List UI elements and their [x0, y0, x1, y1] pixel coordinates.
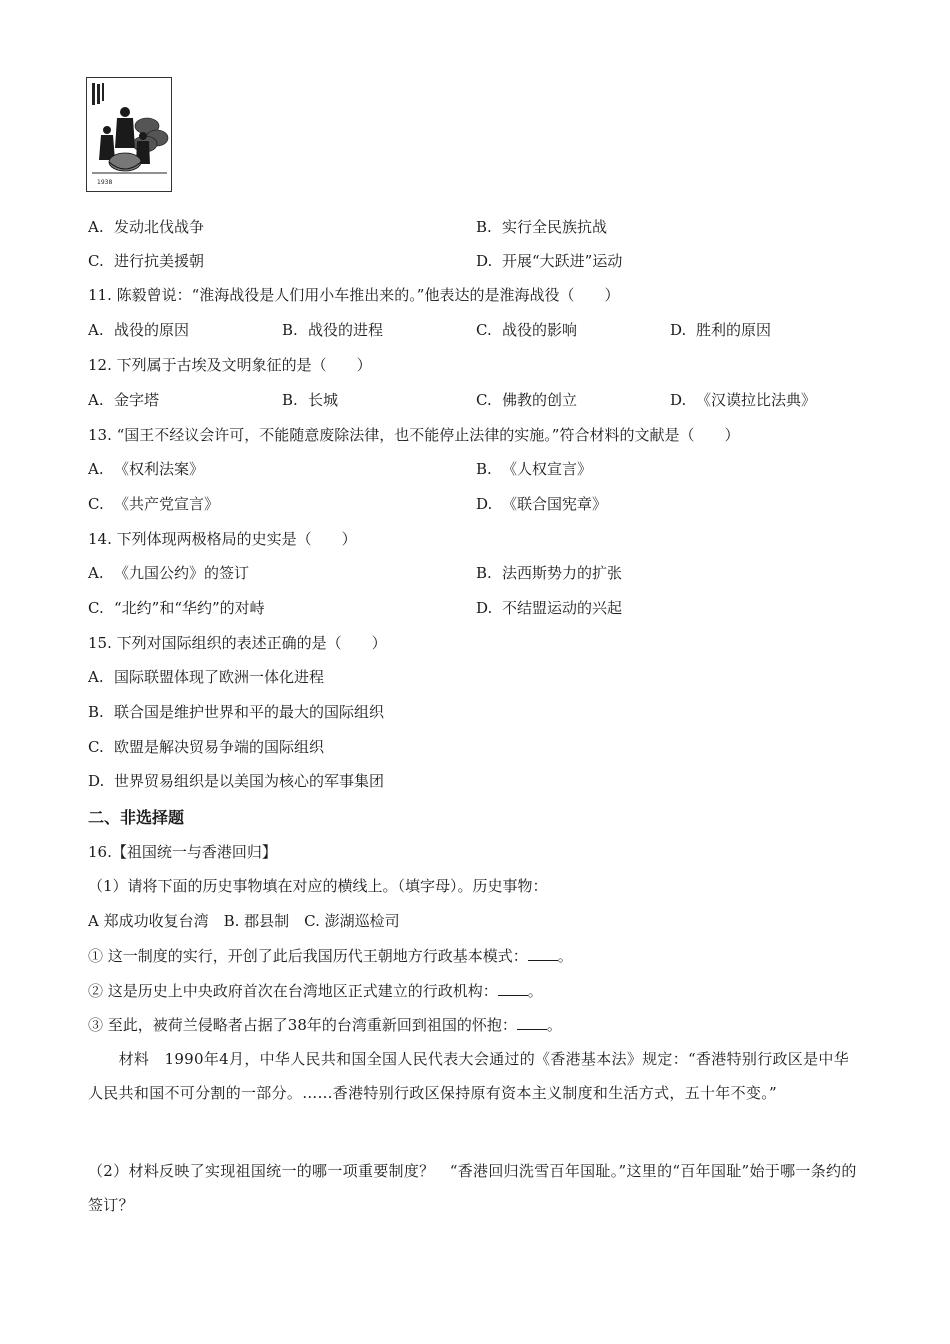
q15-option-b[interactable] [88, 702, 384, 722]
option-letter: B. [88, 703, 104, 721]
option-text: 战役的进程 [308, 321, 384, 339]
q10-option-c[interactable] [88, 251, 204, 271]
option-letter: D. [670, 391, 687, 409]
q15-stem: 15. 下列对国际组织的表述正确的是（ ） [88, 634, 387, 652]
option-text: 《九国公约》的签订 [114, 564, 250, 582]
option-letter: C. [88, 252, 104, 270]
option-text: 《汉谟拉比法典》 [696, 391, 817, 409]
option-letter: D. [476, 252, 493, 270]
end-mark: 。 [557, 947, 573, 965]
option-letter: D. [670, 321, 687, 339]
option-letter: B. [476, 564, 492, 582]
q12-option-b[interactable] [282, 390, 338, 410]
q12-option-d[interactable] [670, 390, 816, 410]
q14-option-b[interactable] [476, 563, 622, 583]
q10-option-b[interactable] [476, 217, 607, 237]
option-letter: B. [476, 218, 492, 236]
option-text: 不结盟运动的兴起 [502, 599, 623, 617]
q16-part2: （2）材料反映了实现祖国统一的哪一项重要制度？ “香港回归洗雪百年国耻。”这里的“百年国耻”始于哪一条约的签订？ [88, 1162, 857, 1214]
option-text: 联合国是维护世界和平的最大的国际组织 [114, 703, 385, 721]
q14-option-a[interactable] [88, 563, 249, 583]
option-letter: D. [88, 772, 105, 790]
section-heading: 二、非选择题 [88, 808, 185, 827]
end-mark: 。 [546, 1016, 562, 1034]
option-letter: C. [476, 321, 492, 339]
option-text: 《联合国宪章》 [502, 495, 608, 513]
answer-blank-2[interactable] [498, 981, 528, 996]
q11-option-b[interactable] [282, 320, 383, 340]
end-mark: 。 [527, 982, 543, 1000]
q16-blank3-row [88, 1015, 562, 1035]
q10-option-a[interactable] [88, 217, 204, 237]
option-letter: B. [282, 321, 298, 339]
option-text: 战役的影响 [502, 321, 578, 339]
option-text: 开展“大跃进”运动 [502, 252, 623, 270]
option-letter: A. [88, 218, 104, 236]
q16-part1-prompt: （1）请将下面的历史事物填在对应的横线上。（填字母）。历史事物： [88, 877, 548, 895]
q14-stem: 14. 下列体现两极格局的史实是（ ） [88, 530, 357, 548]
option-text: 《人权宣言》 [502, 460, 593, 478]
option-text: 实行全民族抗战 [502, 218, 608, 236]
q15-option-d[interactable] [88, 771, 384, 791]
q14-option-d[interactable] [476, 598, 622, 618]
woodcut-image-icon [87, 78, 171, 191]
q11-option-d[interactable] [670, 320, 771, 340]
figure-caption: 1938 [97, 179, 113, 186]
q16-items: A 郑成功收复台湾 B. 郡县制 C. 澎湖巡检司 [88, 912, 400, 930]
option-text: 金字塔 [114, 391, 160, 409]
q10-option-d[interactable] [476, 251, 622, 271]
q14-option-c[interactable] [88, 598, 265, 618]
q13-stem: 13. “国王不经议会许可，不能随意废除法律，也不能停止法律的实施。”符合材料的文献是（ ） [88, 426, 740, 444]
q16-blank3-text: ③ 至此，被荷兰侵略者占据了38年的台湾重新回到祖国的怀抱： [88, 1016, 517, 1034]
q11-stem: 11. 陈毅曾说：“淮海战役是人们用小车推出来的。”他表达的是淮海战役（ ） [88, 286, 620, 304]
option-letter: C. [88, 738, 104, 756]
option-letter: B. [282, 391, 298, 409]
option-text: 欧盟是解决贸易争端的国际组织 [114, 738, 325, 756]
q11-option-c[interactable] [476, 320, 577, 340]
q11-option-a[interactable] [88, 320, 189, 340]
option-text: 佛教的创立 [502, 391, 578, 409]
q12-option-c[interactable] [476, 390, 577, 410]
q15-option-c[interactable] [88, 737, 324, 757]
q16-blank2-text: ② 这是历史上中央政府首次在台湾地区正式建立的行政机构： [88, 982, 498, 1000]
option-text: 胜利的原因 [696, 321, 772, 339]
q13-option-c[interactable] [88, 494, 219, 514]
option-text: 国际联盟体现了欧洲一体化进程 [114, 668, 325, 686]
woodcut-image [86, 77, 172, 192]
q16-blank1-row [88, 946, 573, 966]
option-text: 发动北伐战争 [114, 218, 205, 236]
option-letter: D. [476, 599, 493, 617]
option-letter: C. [476, 391, 492, 409]
option-letter: C. [88, 495, 104, 513]
q13-option-d[interactable] [476, 494, 607, 514]
answer-blank-3[interactable] [517, 1015, 547, 1030]
option-letter: C. [88, 599, 104, 617]
q16-title: 16.【祖国统一与香港回归】 [88, 843, 277, 861]
option-text: 《权利法案》 [114, 460, 205, 478]
option-text: 战役的原因 [114, 321, 190, 339]
option-letter: A. [88, 321, 104, 339]
option-letter: A. [88, 460, 104, 478]
q13-option-b[interactable] [476, 459, 592, 479]
q15-option-a[interactable] [88, 667, 324, 687]
q16-blank1-text: ① 这一制度的实行，开创了此后我国历代王朝地方行政基本模式： [88, 947, 528, 965]
option-text: 世界贸易组织是以美国为核心的军事集团 [114, 772, 385, 790]
answer-blank-1[interactable] [528, 946, 558, 961]
option-text: 法西斯势力的扩张 [502, 564, 623, 582]
option-letter: B. [476, 460, 492, 478]
option-letter: A. [88, 391, 104, 409]
q16-material: 材料 1990年4月，中华人民共和国全国人民代表大会通过的《香港基本法》规定：“香港特别行政区是中华人民共和国不可分割的一部分。……香港特别行政区保持原有资本主义制度和生活方式，五十年不变。” [88, 1050, 849, 1102]
option-text: 长城 [308, 391, 339, 409]
q16-blank2-row [88, 981, 543, 1001]
q12-option-a[interactable] [88, 390, 159, 410]
q12-stem: 12. 下列属于古埃及文明象征的是（ ） [88, 356, 372, 374]
option-letter: D. [476, 495, 493, 513]
option-text: 进行抗美援朝 [114, 252, 205, 270]
option-letter: A. [88, 564, 104, 582]
q13-option-a[interactable] [88, 459, 204, 479]
option-letter: A. [88, 668, 104, 686]
option-text: “北约”和“华约”的对峙 [114, 599, 265, 617]
option-text: 《共产党宣言》 [114, 495, 220, 513]
